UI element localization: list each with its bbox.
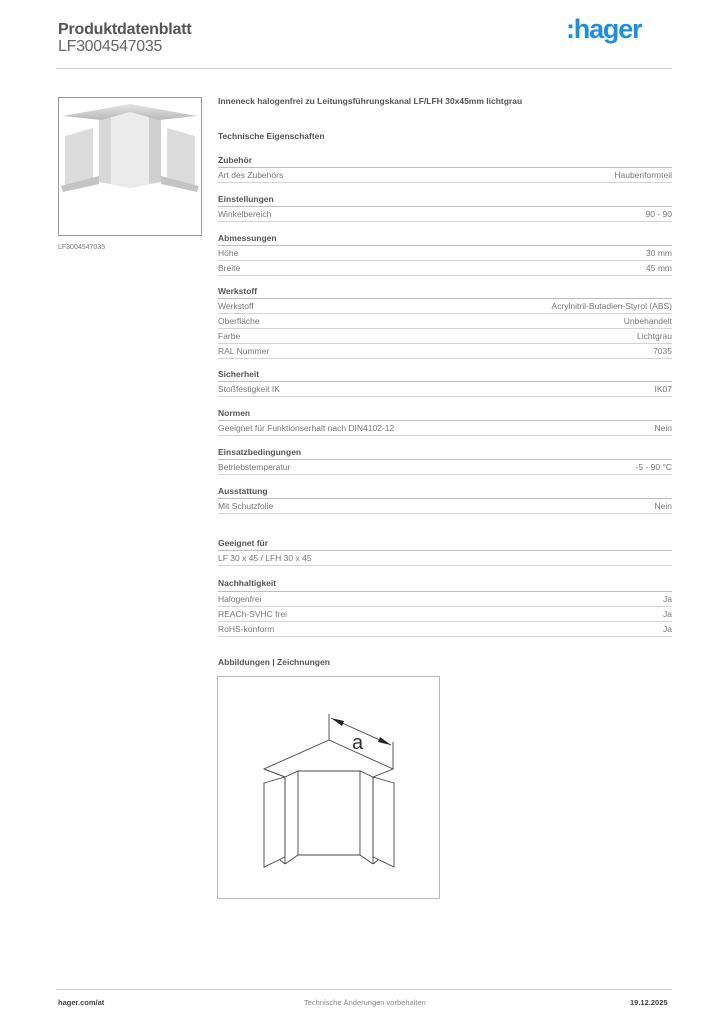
hager-logo: :hager [566,14,642,44]
spec-value: Nein [654,501,672,511]
spec-label: Betriebstemperatur [218,462,291,472]
section-einsatzbedingungen [218,446,672,475]
photo-caption: LF3004547035 [58,244,106,251]
section-sicherheit [218,368,672,397]
section-heading: Sicherheit [218,368,672,382]
drawings-heading: Abbildungen | Zeichnungen [218,657,330,667]
spec-row [218,314,672,329]
spec-label: LF 30 x 45 / LFH 30 x 45 [218,553,312,563]
footer-disclaimer: Technische Änderungen vorbehalten [304,998,426,1007]
section-heading: Geeignet für [218,537,672,551]
spec-label: Mit Schutzfolie [218,501,274,511]
footer-divider [56,989,672,990]
section-werkstoff [218,285,672,359]
spec-label: Höhe [218,248,239,258]
spec-label: REACh-SVHC frei [218,609,287,619]
section-zubehoer [218,154,672,183]
spec-value: Ja [663,609,672,619]
spec-row [218,592,672,607]
spec-value: 30 mm [646,248,672,258]
technical-drawing [217,676,440,899]
spec-label: Farbe [218,331,241,341]
spec-row [218,622,672,637]
spec-row [218,299,672,314]
spec-row [218,329,672,344]
spec-value: 90 - 90 [645,209,672,219]
spec-label: Breite [218,263,241,273]
spec-value: -5 - 90 °C [635,462,672,472]
section-heading: Zubehör [218,154,672,168]
spec-label: Halogenfrei [218,594,262,604]
spec-row [218,499,672,514]
product-description: Inneneck halogenfrei zu Leitungsführungskanal LF/LFH 30x45mm lichtgrau [218,96,523,106]
spec-row [218,207,672,222]
spec-label: Oberfläche [218,316,260,326]
spec-value: Haubenformteil [614,170,672,180]
section-heading: Werkstoff [218,285,672,299]
article-number: LF3004547035 [58,38,163,55]
spec-value: IK07 [654,384,672,394]
spec-value: Nein [654,423,672,433]
section-geeignet-fuer [218,537,672,566]
spec-value: Ja [663,624,672,634]
spec-value: Ja [663,594,672,604]
spec-label: RoHS-konform [218,624,275,634]
spec-label: Winkelbereich [218,209,272,219]
spec-row [218,460,672,475]
section-heading: Nachhaltigkeit [218,576,672,592]
spec-label: Art des Zubehörs [218,170,284,180]
section-einstellungen [218,193,672,222]
spec-label: RAL Nummer [218,346,270,356]
spec-row [218,261,672,276]
header-divider [56,68,672,69]
spec-label: Geeignet für Funktionserhalt nach DIN4102-12 [218,423,395,433]
spec-label: Werkstoff [218,301,254,311]
svg-text:a: a [352,732,364,754]
spec-value: 7035 [653,346,672,356]
section-abmessungen [218,232,672,276]
product-photo [58,97,202,236]
spec-value: Acrylnitril-Butadien-Styrol (ABS) [551,301,672,311]
section-nachhaltigkeit [218,576,672,637]
section-ausstattung [218,485,672,514]
section-heading: Einstellungen [218,193,672,207]
footer-date: 19.12.2025 [630,998,668,1007]
spec-row [218,421,672,436]
inner-corner-drawing-icon [218,677,439,898]
section-normen [218,407,672,436]
section-heading: Ausstattung [218,485,672,499]
inner-corner-photo-icon [59,98,201,235]
spec-row [218,551,672,566]
spec-value: Unbehandelt [623,316,672,326]
section-heading: Normen [218,407,672,421]
spec-value: Lichtgrau [637,331,672,341]
spec-row [218,246,672,261]
technical-properties-heading: Technische Eigenschaften [218,131,325,141]
spec-row [218,344,672,359]
spec-label: Stoßfestigkeit IK [218,384,280,394]
spec-row [218,382,672,397]
section-heading: Einsatzbedingungen [218,446,672,460]
spec-row [218,168,672,183]
document-title: Produktdatenblatt [58,21,192,38]
footer-website-link[interactable]: hager.com/at [58,998,105,1007]
spec-value: 45 mm [646,263,672,273]
section-heading: Abmessungen [218,232,672,246]
spec-row [218,607,672,622]
